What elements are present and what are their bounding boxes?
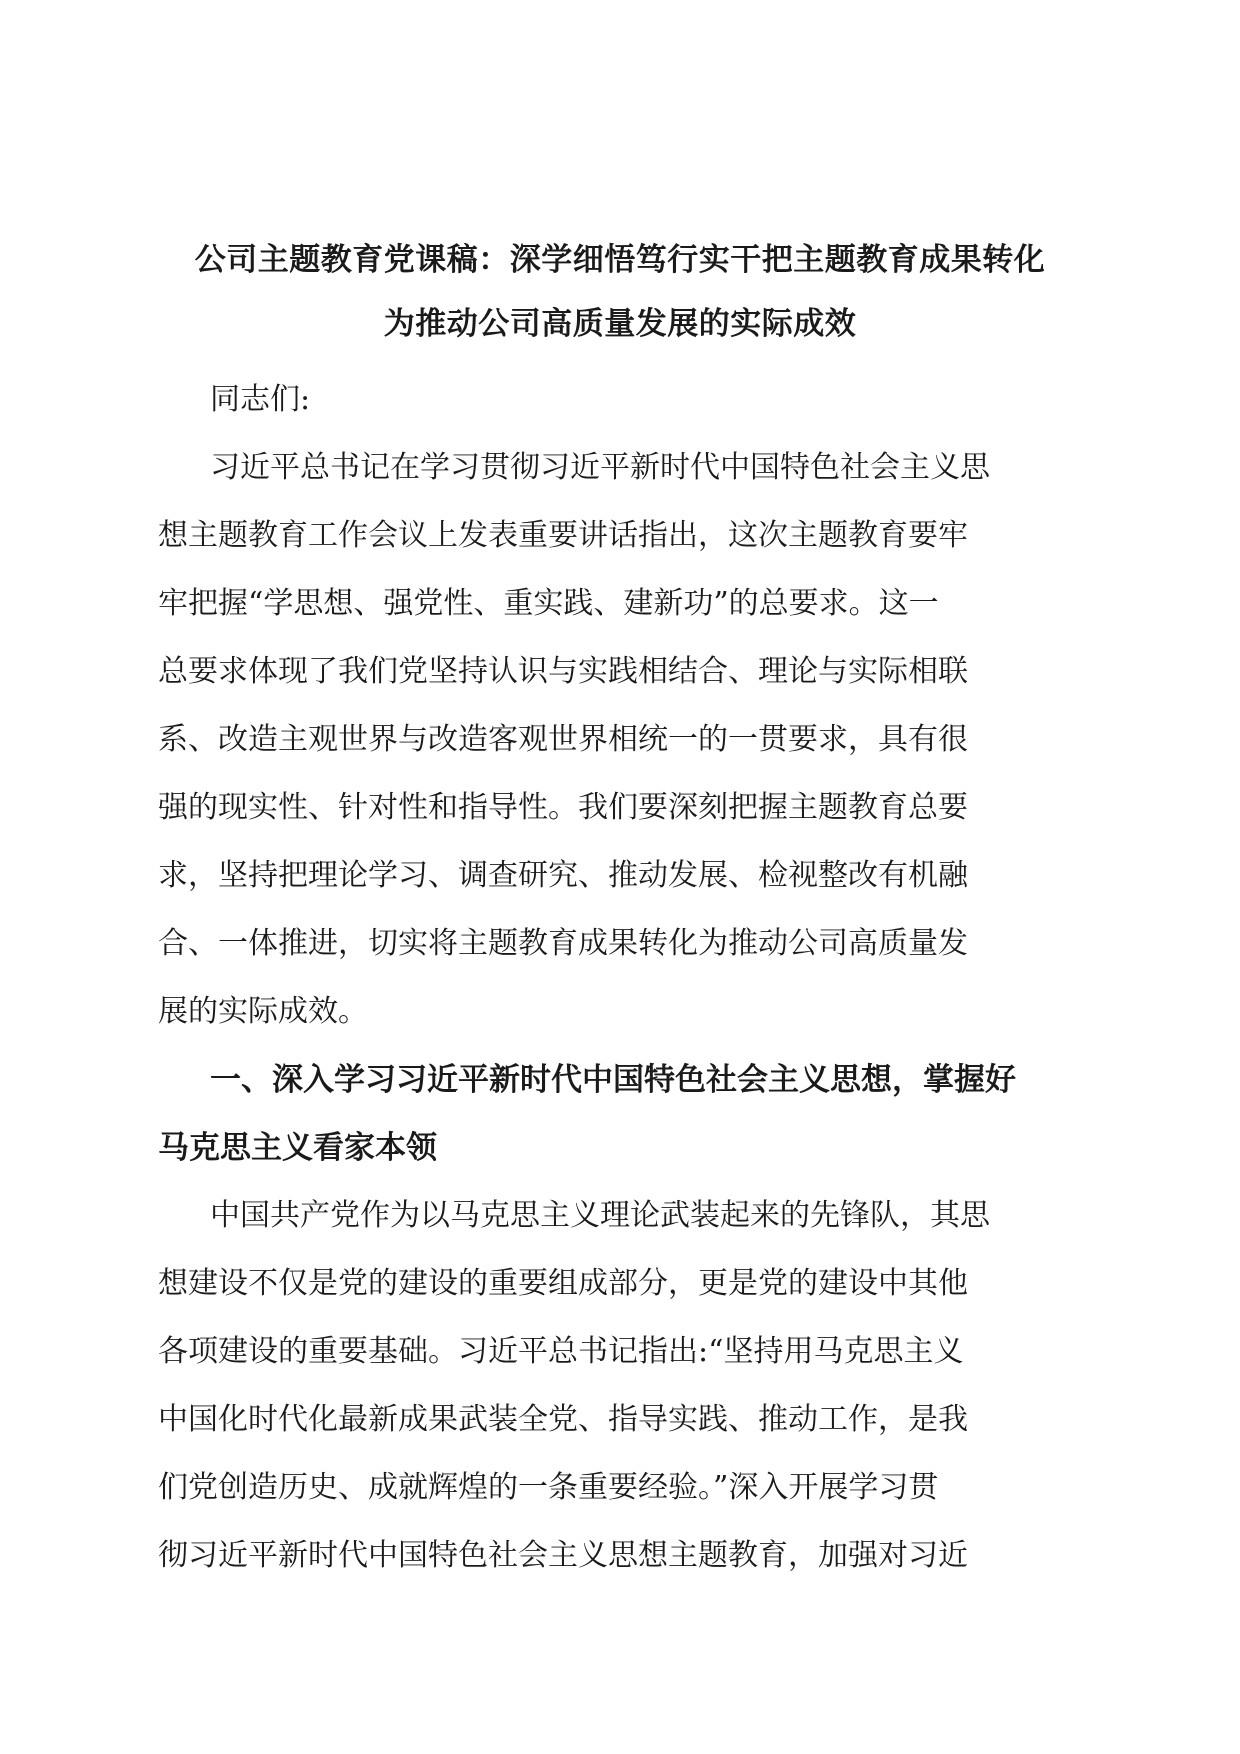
paragraph-line: 求，坚持把理论学习、调查研究、推动发展、检视整改有机融 [158, 858, 968, 893]
paragraph-line: 中国共产党作为以马克思主义理论武装起来的先锋队，其思 [210, 1198, 990, 1233]
paragraph-line: 展的实际成效。 [158, 994, 368, 1029]
paragraph-line: 强的现实性、针对性和指导性。我们要深刻把握主题教育总要 [158, 790, 968, 825]
paragraph-line: 想建设不仅是党的建设的重要组成部分，更是党的建设中其他 [158, 1266, 968, 1301]
paragraph-line: 牢把握“学思想、强党性、重实践、建新功”的总要求。这一 [158, 586, 939, 621]
document-body [158, 366, 1082, 1046]
paragraph-line: 总要求体现了我们党坚持认识与实践相结合、理论与实际相联 [158, 654, 968, 689]
paragraph-line: 各项建设的重要基础。习近平总书记指出:“坚持用马克思主义 [158, 1334, 964, 1369]
paragraph-line: 中国化时代化最新成果武装全党、指导实践、推动工作，是我 [158, 1402, 968, 1437]
paragraph-line: 习近平总书记在学习贯彻习近平新时代中国特色社会主义思 [210, 450, 990, 485]
document-title [158, 228, 1082, 356]
paragraph-intro [158, 434, 1082, 1046]
title-line-2: 为推动公司高质量发展的实际成效 [383, 306, 857, 342]
heading-line-1: 一、深入学习习近平新时代中国特色社会主义思想，掌握好 [210, 1062, 1016, 1098]
document-body-section-1 [158, 1182, 1082, 1590]
paragraph-line: 系、改造主观世界与改造客观世界相统一的一贯要求，具有很 [158, 722, 968, 757]
paragraph-section-1 [158, 1182, 1082, 1590]
title-line-1: 公司主题教育党课稿：深学细悟笃行实干把主题教育成果转化 [194, 242, 1046, 278]
salutation [158, 366, 1082, 434]
paragraph-line: 想主题教育工作会议上发表重要讲话指出，这次主题教育要牢 [158, 518, 968, 553]
paragraph-line: 合、一体推进，切实将主题教育成果转化为推动公司高质量发 [158, 926, 968, 961]
paragraph-line: 们党创造历史、成就辉煌的一条重要经验。”深入开展学习贯 [158, 1470, 939, 1505]
section-heading-1 [158, 1046, 1082, 1182]
document-page [158, 228, 1082, 1590]
paragraph-line: 彻习近平新时代中国特色社会主义思想主题教育，加强对习近 [158, 1538, 968, 1573]
heading-line-2: 马克思主义看家本领 [158, 1130, 437, 1166]
salutation-text: 同志们: [210, 382, 311, 417]
